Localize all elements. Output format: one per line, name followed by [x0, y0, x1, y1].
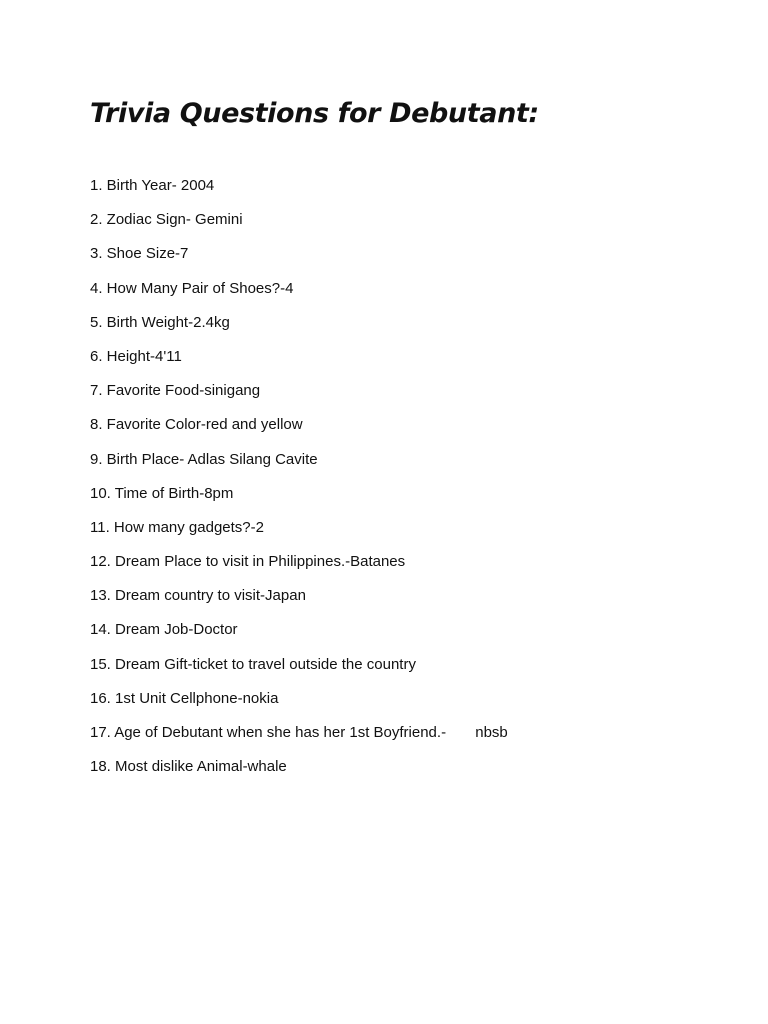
list-item-text: 16. 1st Unit Cellphone-nokia: [90, 689, 279, 707]
list-item: [90, 311, 508, 345]
list-item: [90, 618, 508, 652]
list-item: [90, 379, 508, 413]
list-item: [90, 755, 508, 789]
list-item-text: 7. Favorite Food-sinigang: [90, 382, 261, 400]
list-item: [90, 550, 508, 584]
list-item: [90, 448, 508, 482]
list-item: [90, 721, 508, 755]
document-title: Trivia Questions for Debutant:: [90, 98, 539, 129]
list-item-text: 3. Shoe Size-7: [90, 245, 189, 263]
list-item-text: 9. Birth Place- Adlas Silang Cavite: [90, 450, 318, 468]
list-item-text: 5. Birth Weight-2.4kg: [90, 313, 230, 331]
trivia-list: [90, 174, 508, 789]
list-item-text: 4. How Many Pair of Shoes?-4: [90, 279, 294, 297]
list-item: [90, 413, 508, 447]
list-item: [90, 584, 508, 618]
list-item: [90, 174, 508, 208]
list-item-text: 10. Time of Birth-8pm: [90, 484, 234, 502]
list-item: [90, 208, 508, 242]
list-item: [90, 345, 508, 379]
list-item: [90, 516, 508, 550]
list-item-text: 1. Birth Year- 2004: [90, 177, 215, 194]
list-item-text: 15. Dream Gift-ticket to travel outside the country: [90, 655, 416, 673]
list-item: [90, 277, 508, 311]
list-item: [90, 687, 508, 721]
list-item: [90, 653, 508, 687]
list-item: [90, 242, 508, 276]
list-item-text: 8. Favorite Color-red and yellow: [90, 416, 303, 434]
list-item-text: 2. Zodiac Sign- Gemini: [90, 211, 243, 229]
list-item-text: 13. Dream country to visit-Japan: [90, 587, 306, 605]
list-item-text: 18. Most dislike Animal-whale: [90, 758, 287, 776]
list-item: [90, 482, 508, 516]
list-item-text: 11. How many gadgets?-2: [90, 518, 264, 536]
list-item-text: 12. Dream Place to visit in Philippines.-Batanes: [90, 553, 406, 571]
list-item-text: 6. Height-4'11: [90, 347, 182, 365]
list-item-text: 14. Dream Job-Doctor: [90, 621, 238, 639]
list-item-text: 17. Age of Debutant when she has her 1st Boyfriend.- nbsb: [90, 724, 508, 741]
